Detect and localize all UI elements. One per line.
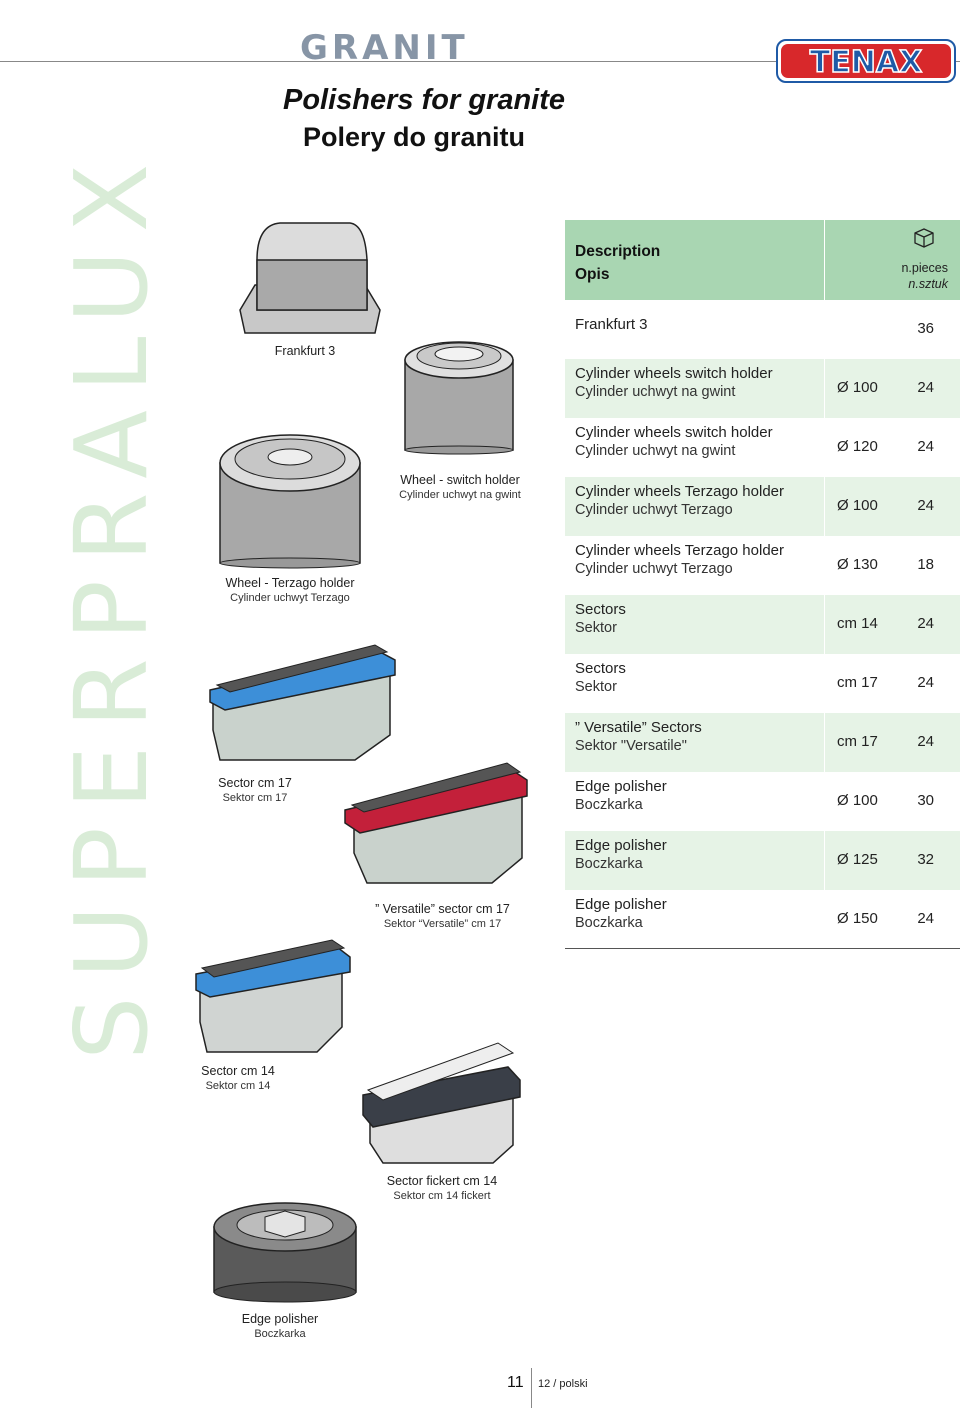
logo-text: TENAX	[809, 45, 923, 80]
sector14-illustration	[192, 922, 352, 1057]
caption-wheel-switch: Wheel - switch holder Cylinder uchwyt na gwint	[399, 473, 521, 501]
footer-section: 12 / polski	[538, 1378, 588, 1390]
page-number: 11	[507, 1374, 524, 1391]
table-row: Sectors Sektor cm 17 24	[565, 654, 960, 713]
caption-edge-polisher: Edge polisher Boczkarka	[241, 1312, 319, 1340]
header-quantity: n.pieces n.sztuk	[901, 261, 948, 291]
table-row: Sectors Sektor cm 14 24	[565, 595, 960, 654]
tenax-logo	[776, 39, 956, 83]
edge-polisher-illustration	[210, 1195, 360, 1305]
versatile-illustration	[342, 748, 532, 888]
caption-fickert: Sector fickert cm 14 Sektor cm 14 fickert	[386, 1174, 498, 1202]
table-row: Edge polisher Boczkarka Ø 150 24	[565, 890, 960, 949]
caption-sector14: Sector cm 14 Sektor cm 14	[201, 1064, 275, 1092]
category-label: GRANIT	[300, 28, 469, 68]
table-row: Cylinder wheels Terzago holder Cylinder uchwyt Terzago Ø 100 24	[565, 477, 960, 536]
frankfurt-illustration	[235, 215, 385, 340]
side-title: SUPERPRALUX	[53, 145, 170, 1060]
table-row: ” Versatile” Sectors Sektor "Versatile" cm 17 24	[565, 713, 960, 772]
caption-sector17: Sector cm 17 Sektor cm 17	[218, 776, 292, 804]
wheel-switch-illustration	[400, 320, 518, 455]
table-row: Edge polisher Boczkarka Ø 100 30	[565, 772, 960, 831]
table-header	[565, 220, 960, 300]
page-title-pl: Polery do granitu	[303, 122, 526, 152]
caption-frankfurt: Frankfurt 3	[274, 344, 336, 358]
table-row: Frankfurt 3 36	[565, 300, 960, 359]
table-row: Cylinder wheels switch holder Cylinder uchwyt na gwint Ø 100 24	[565, 359, 960, 418]
caption-wheel-terzago: Wheel - Terzago holder Cylinder uchwyt Terzago	[225, 576, 355, 604]
product-table	[565, 220, 960, 949]
fickert-illustration	[358, 1035, 523, 1165]
sector17-illustration	[205, 630, 400, 765]
footer-divider	[531, 1368, 532, 1408]
table-row: Edge polisher Boczkarka Ø 125 32	[565, 831, 960, 890]
table-row: Cylinder wheels Terzago holder Cylinder uchwyt Terzago Ø 130 18	[565, 536, 960, 595]
box-icon	[912, 226, 936, 250]
page-title: Polishers for granite	[283, 84, 566, 116]
caption-versatile: ” Versatile” sector cm 17 Sektor “Versatile” cm 17	[375, 902, 510, 930]
table-row: Cylinder wheels switch holder Cylinder uchwyt na gwint Ø 120 24	[565, 418, 960, 477]
wheel-terzago-illustration	[215, 425, 365, 570]
header-description: Description Opis	[575, 243, 661, 283]
